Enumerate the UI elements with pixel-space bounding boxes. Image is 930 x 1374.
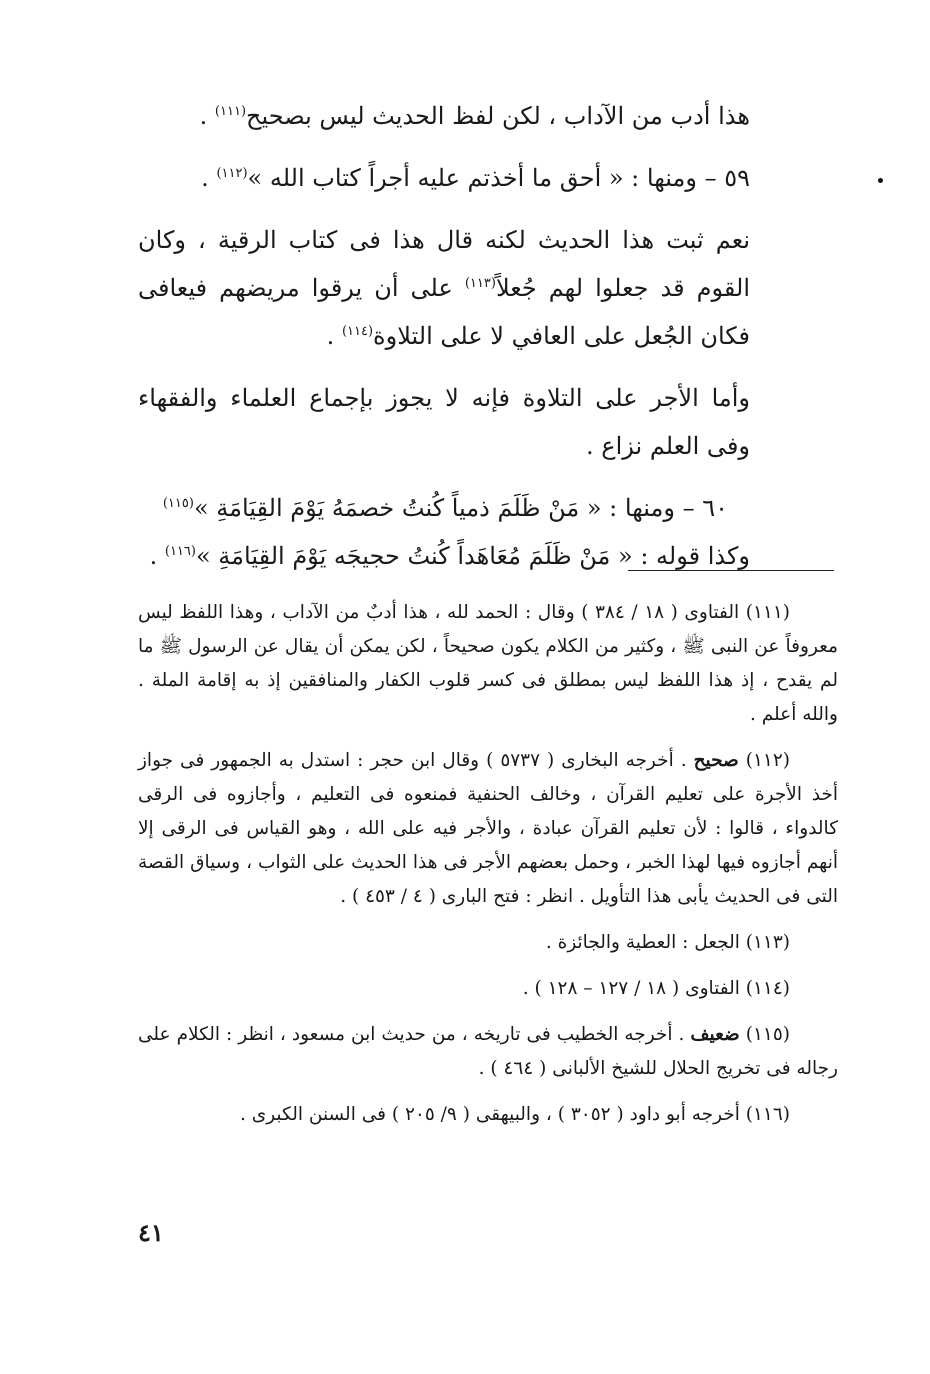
footnote-113: (١١٣) الجعل : العطية والجائزة . [545, 932, 790, 953]
footnote-ref-116[interactable]: (١١٦) [164, 544, 196, 559]
paragraph-5-hadith-60: ٦٠ – ومنها : « مَنْ ظَلَمَ ذمياً كُنتُ خصمَهُ يَوْمَ القِيَامَةِ »$^{(١١٥)}$ [162, 494, 728, 522]
footnote-ref-113[interactable]: (١١٣) [464, 276, 496, 291]
margin-dot-mark [878, 178, 883, 183]
footnote-116: (١١٦) أخرجه أبو داود ( ٣٠٥٢ ) ، والبيهقى ( ٩/ ٢٠٥ ) فى السنن الكبرى . [239, 1104, 790, 1125]
main-text [138, 92, 778, 594]
footnote-114: (١١٤) الفتاوى ( ١٨ / ١٢٧ – ١٢٨ ) . [522, 978, 790, 999]
paragraph-2-hadith-59: ٥٩ – ومنها : « أحق ما أخذتم عليه أجراً كتاب الله »$^{(١١٢)}$ . [201, 164, 750, 192]
grade-sahih: صحيح [693, 750, 739, 771]
paragraph-6: وكذا قوله : « مَنْ ظَلَمَ مُعَاهَداً كُنتُ حجيجَه يَوْمَ القِيَامَةِ »$^{(١١٦)}$ . [149, 542, 750, 570]
footnotes [138, 596, 838, 1144]
footnote-separator [628, 570, 834, 571]
footnote-111: (١١١) الفتاوى ( ١٨ / ٣٨٤ ) وقال : الحمد لله ، هذا أدبٌ من الآداب ، وهذا اللفظ ليس معروفاً عن النبى ﷺ ، وكثير من الكلام يكون صحيحاً ، لكن يمكن أن يقال عن الرسول ﷺ ما لم يقدح ، إذ هذا اللفظ ليس بمطلق فى كسر قلوب الكفار والمنافقين إذ به إقامة الملة . والله أعلم . [138, 602, 838, 725]
footnote-ref-112[interactable]: (١١٢) [216, 166, 248, 181]
paragraph-1: هذا أدب من الآداب ، لكن لفظ الحديث ليس بصحيح$^{(١١١)}$ . [199, 102, 750, 130]
footnote-115: (١١٥) ضعيف . أخرجه الخطيب فى تاريخه ، من حديث ابن مسعود ، انظر : الكلام على رجاله فى تخريج الحلال للشيخ الألبانى ( ٤٦٤ ) . [138, 1024, 838, 1079]
footnote-ref-111[interactable]: (١١١) [214, 104, 247, 119]
footnote-112: (١١٢) صحيح . أخرجه البخارى ( ٥٧٣٧ ) وقال ابن حجر : استدل به الجمهور فى جواز أخذ الأجرة على تعليم القرآن ، وخالف الحنفية فمنعوه فى التعليم ، وأجازوه فى الرقى كالدواء ، قالوا : لأن تعليم القرآن عبادة ، والأجر فيه على الله ، وهو القياس فى الرقى إلا أنهم أجازوه فيها لهذا الخبر ، وحمل بعضهم الأجر فى هذا الحديث على الثواب ، وسياق القصة التى فى الحديث يأبى هذا التأويل . انظر : فتح البارى ( ٤ / ٤٥٣ ) . [138, 750, 838, 907]
grade-daif: ضعيف [690, 1024, 740, 1045]
paragraph-3: نعم ثبت هذا الحديث لكنه قال هذا فى كتاب الرقية ، وكان القوم قد جعلوا لهم جُعلاً$^{(١١٣)}$ على أن يرقوا مريضهم فيعافى فكان الجُعل على العافي لا على التلاوة$^{(١١٤)}$ . [138, 226, 751, 350]
page-number: ٤١ [138, 1218, 164, 1247]
paragraph-4: وأما الأجر على التلاوة فإنه لا يجوز بإجماع العلماء والفقهاء وفى العلم نزاع . [138, 384, 750, 460]
footnote-ref-114[interactable]: (١١٤) [341, 324, 374, 339]
footnote-ref-115[interactable]: (١١٥) [162, 496, 194, 511]
